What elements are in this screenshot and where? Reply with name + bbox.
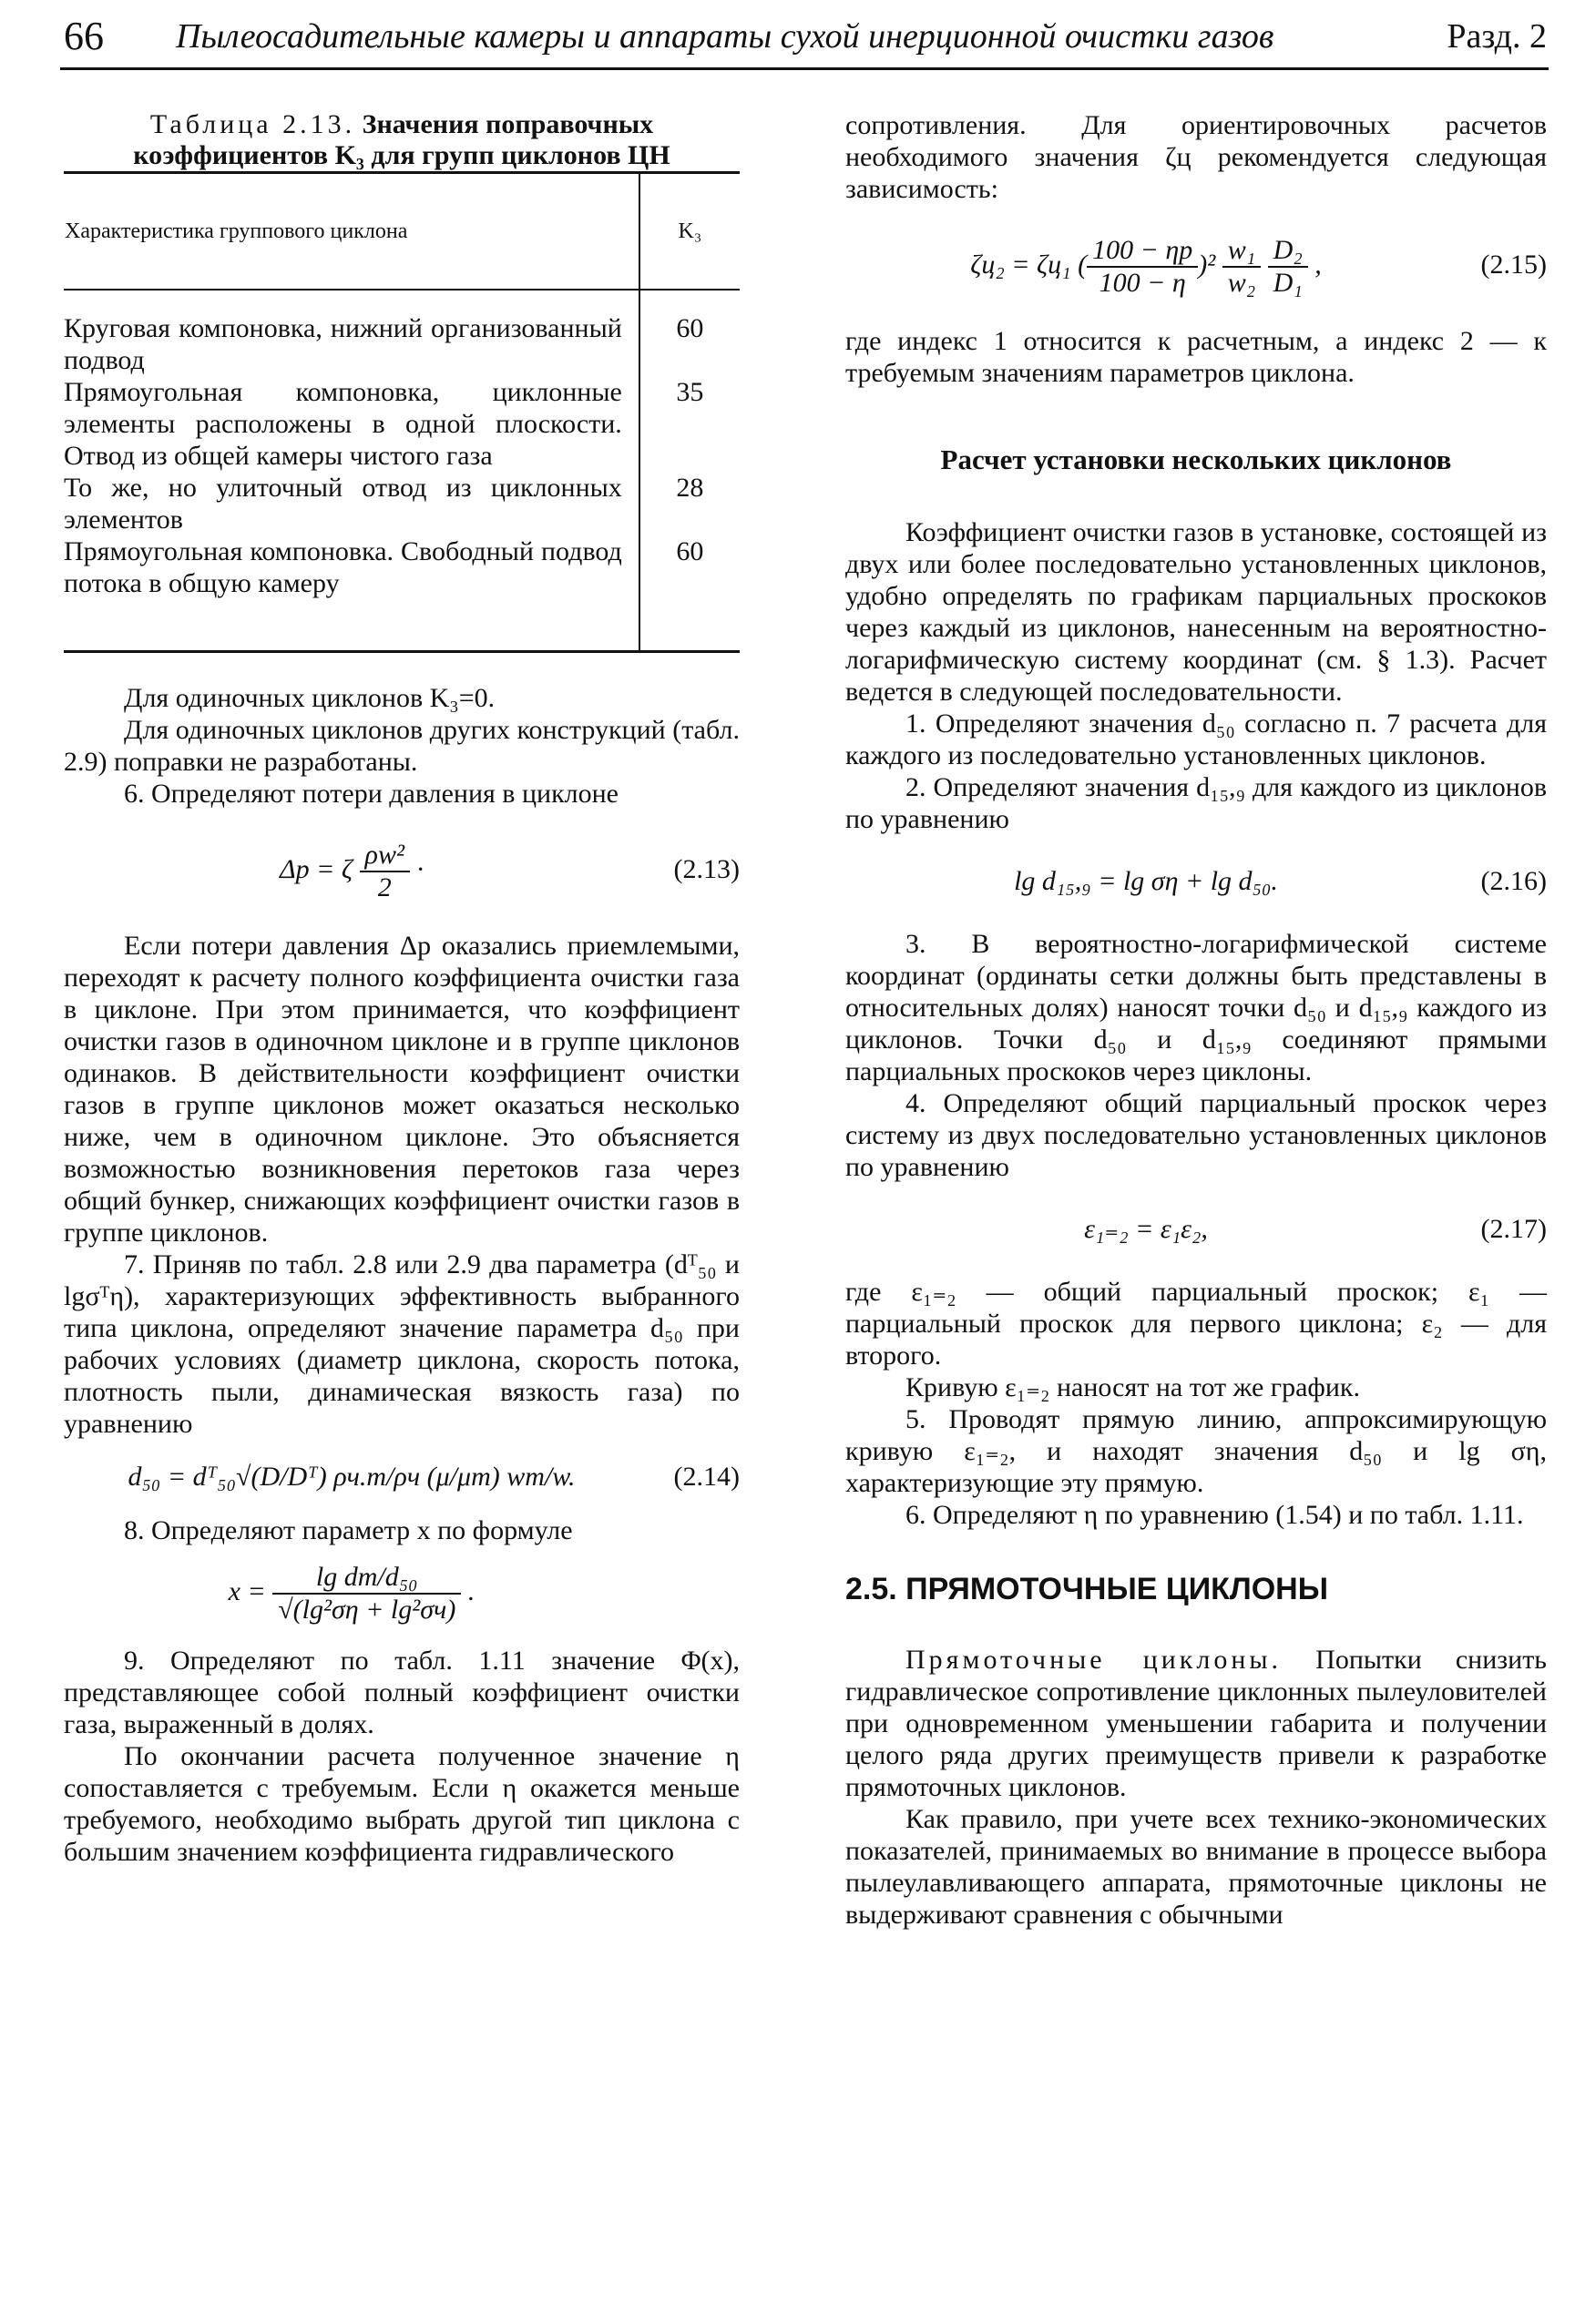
- numerator: w₁: [1222, 235, 1261, 268]
- right-column: [845, 109, 1547, 1931]
- paragraph: Для одиночных циклонов K₃=0.: [124, 683, 496, 713]
- section-label: Разд. 2: [1447, 17, 1547, 56]
- fraction: [1222, 235, 1261, 299]
- formula-x: [64, 1546, 740, 1637]
- paragraph: Как правило, при учете всех технико-экономических показателей, принимаемых во внимание в процессе выбора пылеулавливающего аппарата, прямоточные циклоны не выдерживают сравнения с обычными: [845, 1804, 1547, 1930]
- denominator: √(lg²ση + lg²σч): [278, 1595, 456, 1626]
- formula-2-16-expr: lg d₁₅,₉ = lg ση + lg d₅₀.: [1014, 866, 1278, 896]
- paragraph: Для одиночных циклонов других конструкций (табл. 2.9) поправки не разработаны.: [64, 715, 740, 777]
- paragraph: Коэффициент очистки газов в установке, состоящей из двух или более последовательно установленных циклонов, удобно определять по графикам парциальных проскоков через каждый из циклонов, нанесенным на вероятностно-логарифмическую систему координат (см. § 1.3). Расчет ведется в следующей последовательности.: [845, 517, 1547, 707]
- table-row: [64, 535, 740, 599]
- paragraph: Если потери давления Δp оказались приемлемыми, переходят к расчету полного коэффициента очистки газа в циклоне. При этом принимается, что коэффициент очистки газов в одиночном циклоне и в группе циклонов одинаков. В действительности коэффициент очистки газов в группе циклонов может оказаться несколько ниже, чем в одиночном циклоне. Это объясняется возможностью возникновения перетоков газа через общий бункер, снижающих коэффициент очистки газов в группе циклонов.: [64, 931, 740, 1248]
- equation-number: (2.17): [1480, 1214, 1547, 1244]
- paragraph: 6. Определяют потери давления в циклоне: [124, 779, 619, 809]
- formula-part: )²: [1198, 250, 1216, 280]
- formula-2-17: [845, 1198, 1547, 1261]
- equation-number: (2.15): [1480, 250, 1547, 280]
- table-cell-desc: То же, но улиточный отвод из циклонных элементов: [64, 473, 622, 535]
- paragraph: По окончании расчета полученное значение η сопоставляется с требуемым. Если η окажется меньше требуемого, необходимо выбрать другой тип циклона с большим значением коэффициента гидравлического: [64, 1741, 740, 1867]
- formula-2-15: [845, 219, 1547, 311]
- paragraph: 1. Определяют значения d₅₀ согласно п. 7 расчета для каждого из последовательно установленных циклонов.: [845, 708, 1547, 770]
- formula-2-14: [64, 1445, 740, 1509]
- denominator: w₂: [1227, 268, 1256, 299]
- paragraph-lead: Прямоточные циклоны.: [905, 1645, 1283, 1675]
- formula-2-15-expr: [845, 219, 1447, 311]
- paragraph: 6. Определяют η по уравнению (1.54) и по табл. 1.11.: [905, 1500, 1524, 1530]
- formula-part: ζц₂ = ζц₁ (: [970, 250, 1088, 280]
- table-cell-k: 60: [639, 535, 740, 599]
- paragraph: 7. Приняв по табл. 2.8 или 2.9 два параметра (dᵀ₅₀ и lgσᵀη), характеризующих эффективность выбранного типа циклона, определяют значение параметра d₅₀ при рабочих условиях (диаметр циклона, скорость потока, плотность пыли, динамическая вязкость газа) по уравнению: [64, 1249, 740, 1439]
- running-header: [64, 13, 1547, 60]
- page-number: 66: [64, 14, 104, 58]
- equation-number: (2.16): [1480, 866, 1547, 896]
- formula-2-16: [845, 850, 1547, 913]
- paragraph: 9. Определяют по табл. 1.11 значение Φ(x), представляющее собой полный коэффициент очистки газа, выраженный в долях.: [64, 1646, 740, 1739]
- numerator: D₂: [1268, 235, 1308, 268]
- denominator: D₁: [1273, 268, 1303, 299]
- formula-part: ·: [416, 854, 424, 884]
- fraction: [360, 840, 410, 903]
- left-column: [64, 109, 740, 1868]
- table-row: [64, 376, 740, 472]
- equation-number: (2.14): [673, 1462, 740, 1492]
- table-row: [64, 312, 740, 376]
- fraction: [1087, 235, 1198, 299]
- formula-2-14-expr: d₅₀ = dᵀ₅₀√(D/Dᵀ) ρч.т/ρч (μ/μт) wт/w.: [128, 1462, 576, 1492]
- k3-table: [64, 171, 740, 653]
- denominator: 100 − η: [1099, 268, 1186, 299]
- fraction: [272, 1562, 461, 1626]
- numerator: ρw²: [360, 840, 410, 872]
- formula-part: x =: [228, 1576, 266, 1606]
- formula-part: ,: [1314, 250, 1322, 280]
- paragraph: [845, 1644, 1547, 1803]
- paragraph: сопротивления. Для ориентировочных расчетов необходимого значения ζц рекомендуется следующая зависимость:: [845, 110, 1547, 204]
- table-cell-desc: Прямоугольная компоновка, циклонные элементы расположены в одной плоскости. Отвод из общей камеры чистого газа: [64, 377, 622, 471]
- subsection-heading: Расчет установки нескольких циклонов: [940, 443, 1452, 475]
- paragraph: 4. Определяют общий парциальный проскок через систему из двух последовательно установленных циклонов по уравнению: [845, 1088, 1547, 1182]
- table-cell-desc: Круговая компоновка, нижний организованный подвод: [64, 313, 622, 375]
- table-caption: [64, 109, 740, 171]
- paragraph-body: Попытки снизить гидравлическое сопротивление циклонных пылеуловителей при одновременном уменьшении габарита и получении целого ряда других преимуществ привели к разработке прямоточных циклонов.: [845, 1645, 1547, 1802]
- formula-2-13: [64, 824, 740, 915]
- paragraph: 3. В вероятностно-логарифмической системе координат (ординаты сетки должны быть представлены в относительных долях) наносят точки d₅₀ и d₁₅,₉ каждого из циклонов. Точки d₅₀ и d₁₅,₉ соединяют прямыми парциальных проскоков через циклоны.: [845, 929, 1547, 1086]
- table-header-characteristic: Характеристика группового циклона: [64, 173, 639, 290]
- formula-part: Δp = ζ: [280, 854, 353, 884]
- running-title: Пылеосадительные камеры и аппараты сухой инерционной очистки газов: [176, 17, 1274, 56]
- fraction: [1268, 235, 1308, 299]
- paragraph: где индекс 1 относится к расчетным, а индекс 2 — к требуемым значениям параметров циклона.: [845, 326, 1547, 388]
- table-cell-k: 60: [639, 312, 740, 376]
- formula-part: .: [467, 1576, 476, 1606]
- formula-2-13-expr: [64, 824, 639, 915]
- table-cell-k: 35: [639, 376, 740, 472]
- paragraph: 2. Определяют значения d₁₅,₉ для каждого из циклонов по уравнению: [845, 772, 1547, 834]
- table-cell-desc: Прямоугольная компоновка. Свободный подвод потока в общую камеру: [64, 536, 622, 598]
- table-row: [64, 472, 740, 535]
- header-rule: [60, 67, 1549, 70]
- table-caption-label: Таблица 2.13.: [149, 109, 356, 139]
- numerator: 100 − ηp: [1087, 235, 1198, 268]
- paragraph: Кривую ε₁₌₂ наносят на тот же график.: [905, 1372, 1360, 1402]
- numerator: lg dm/d₅₀: [272, 1562, 461, 1595]
- paragraph: где ε₁₌₂ — общий парциальный проскок; ε₁ — парциальный проскок для первого циклона; ε₂ — для второго.: [845, 1277, 1547, 1371]
- table-header-k3: K₃: [639, 173, 740, 290]
- formula-2-17-expr: ε₁₌₂ = ε₁ε₂,: [1084, 1214, 1208, 1244]
- equation-number: (2.13): [673, 854, 740, 884]
- section-heading: 2.5. ПРЯМОТОЧНЫЕ ЦИКЛОНЫ: [845, 1572, 1329, 1606]
- table-caption-title: Значения поправочных коэффициентов K₃ для групп циклонов ЦН: [133, 109, 670, 170]
- table-cell-k: 28: [639, 472, 740, 535]
- denominator: 2: [377, 872, 392, 903]
- formula-x-expr: [64, 1546, 639, 1637]
- paragraph: 5. Проводят прямую линию, аппроксимирующую кривую ε₁₌₂, и находят значения d₅₀ и lg ση, характеризующие эту прямую.: [845, 1404, 1547, 1498]
- paragraph: 8. Определяют параметр x по формуле: [124, 1515, 573, 1545]
